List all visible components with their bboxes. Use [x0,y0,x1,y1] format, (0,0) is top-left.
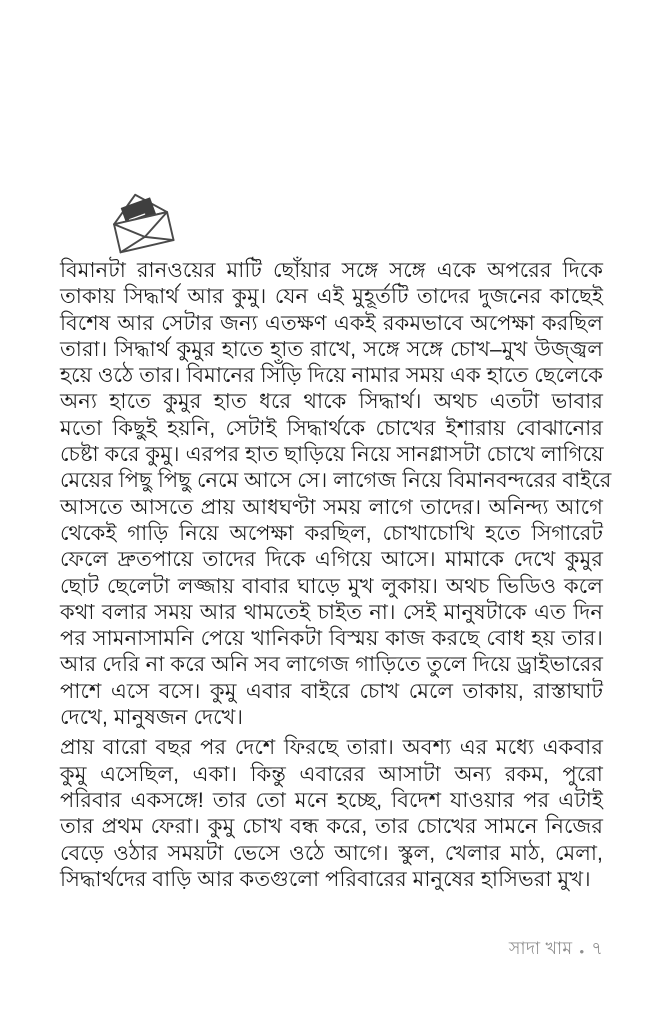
text-line: থেকেই গাড়ি নিয়ে অপেক্ষা করছিল, চোখাচোখি হতে সিগারেট [60,521,603,545]
text-line: তার প্রথম ফেরা। কুমু চোখ বন্ধ করে, তার চোখের সামনে নিজের [60,815,603,839]
text-line: পাশে এসে বসে। কুমু এবার বাইরে চোখ মেলে তাকায়, রাস্তাঘাট [60,679,603,703]
text-line: মেয়ের পিছু পিছু নেমে আসে সে। লাগেজ নিয়ে বিমানবন্দরের বাইরে [60,469,612,493]
text-line: কুমু এসেছিল, একা। কিন্তু এবারের আসাটা অন্য রকম, পুরো [60,762,603,786]
text-line: বেড়ে ওঠার সময়টা ভেসে ওঠে আগে। স্কুল, খেলার মাঠ, মেলা, [60,841,603,865]
envelope-icon [102,186,182,258]
text-line: আসতে আসতে প্রায় আধঘণ্টা সময় লাগে তাদের। অনিন্দ্য আগে [60,495,603,519]
text-line: পর সামনাসামনি পেয়ে খানিকটা বিস্ময় কাজ করছে বোধ হয় তার। [60,627,603,651]
paragraph [60,735,603,893]
text-line: ফেলে দ্রুতপায়ে তাদের দিকে এগিয়ে আসে। মামাকে দেখে কুমুর [60,548,603,572]
body-text [60,258,612,897]
text-line: দেখে, মানুষজন দেখে। [60,706,244,730]
text-line: হয়ে ওঠে তার। বিমানের সিঁড়ি দিয়ে নামার সময় এক হাতে ছেলেকে [60,364,603,388]
text-line: তাকায় সিদ্ধার্থ আর কুমু। যেন এই মুহূর্তটি তাদের দুজনের কাছেই [60,285,603,309]
book-title: সাদা খাম [508,938,573,958]
paragraph [60,258,612,731]
text-line: ছোট ছেলেটা লজ্জায় বাবার ঘাড়ে মুখ লুকায়। অথচ ভিডিও কলে [60,574,603,598]
text-line: বিমানটা রানওয়ের মাটি ছোঁয়ার সঙ্গে সঙ্গে একে অপরের দিকে [60,259,603,282]
text-line: মতো কিছুই হয়নি, সেটাই সিদ্ধার্থকে চোখের ইশারায় বোঝানোর [60,416,603,440]
page-number: ৭ [591,938,603,958]
text-line: সিদ্ধার্থদের বাড়ি আর কতগুলো পরিবারের মানুষের হাসিভরা মুখ। [60,867,591,891]
page-footer [509,936,603,965]
text-line: আর দেরি না করে অনি সব লাগেজ গাড়িতে তুলে দিয়ে ড্রাইভারের [60,653,603,677]
text-line: প্রায় বারো বছর পর দেশে ফিরছে তারা। অবশ্য এর মধ্যে একবার [60,736,603,760]
text-line: বিশেষ আর সেটার জন্য এতক্ষণ একই রকমভাবে অপেক্ষা করছিল [60,311,603,335]
text-line: পরিবার একসঙ্গে! তার তো মনে হচ্ছে, বিদেশ যাওয়ার পর এটাই [60,788,603,812]
text-line: চেষ্টা করে কুমু। এরপর হাত ছাড়িয়ে নিয়ে সানগ্লাসটা চোখে লাগিয়ে [60,443,604,467]
text-line: তারা। সিদ্ধার্থ কুমুর হাতে হাত রাখে, সঙ্গে সঙ্গে চোখ–মুখ উজ্জ্বল [60,337,603,361]
text-line: কথা বলার সময় আর থামতেই চাইত না। সেই মানুষটাকে এত দিন [60,600,603,624]
text-line: অন্য হাতে কুমুর হাত ধরে থাকে সিদ্ধার্থ। অথচ এতটা ভাবার [60,390,603,414]
separator-dot-icon: • [579,944,585,959]
